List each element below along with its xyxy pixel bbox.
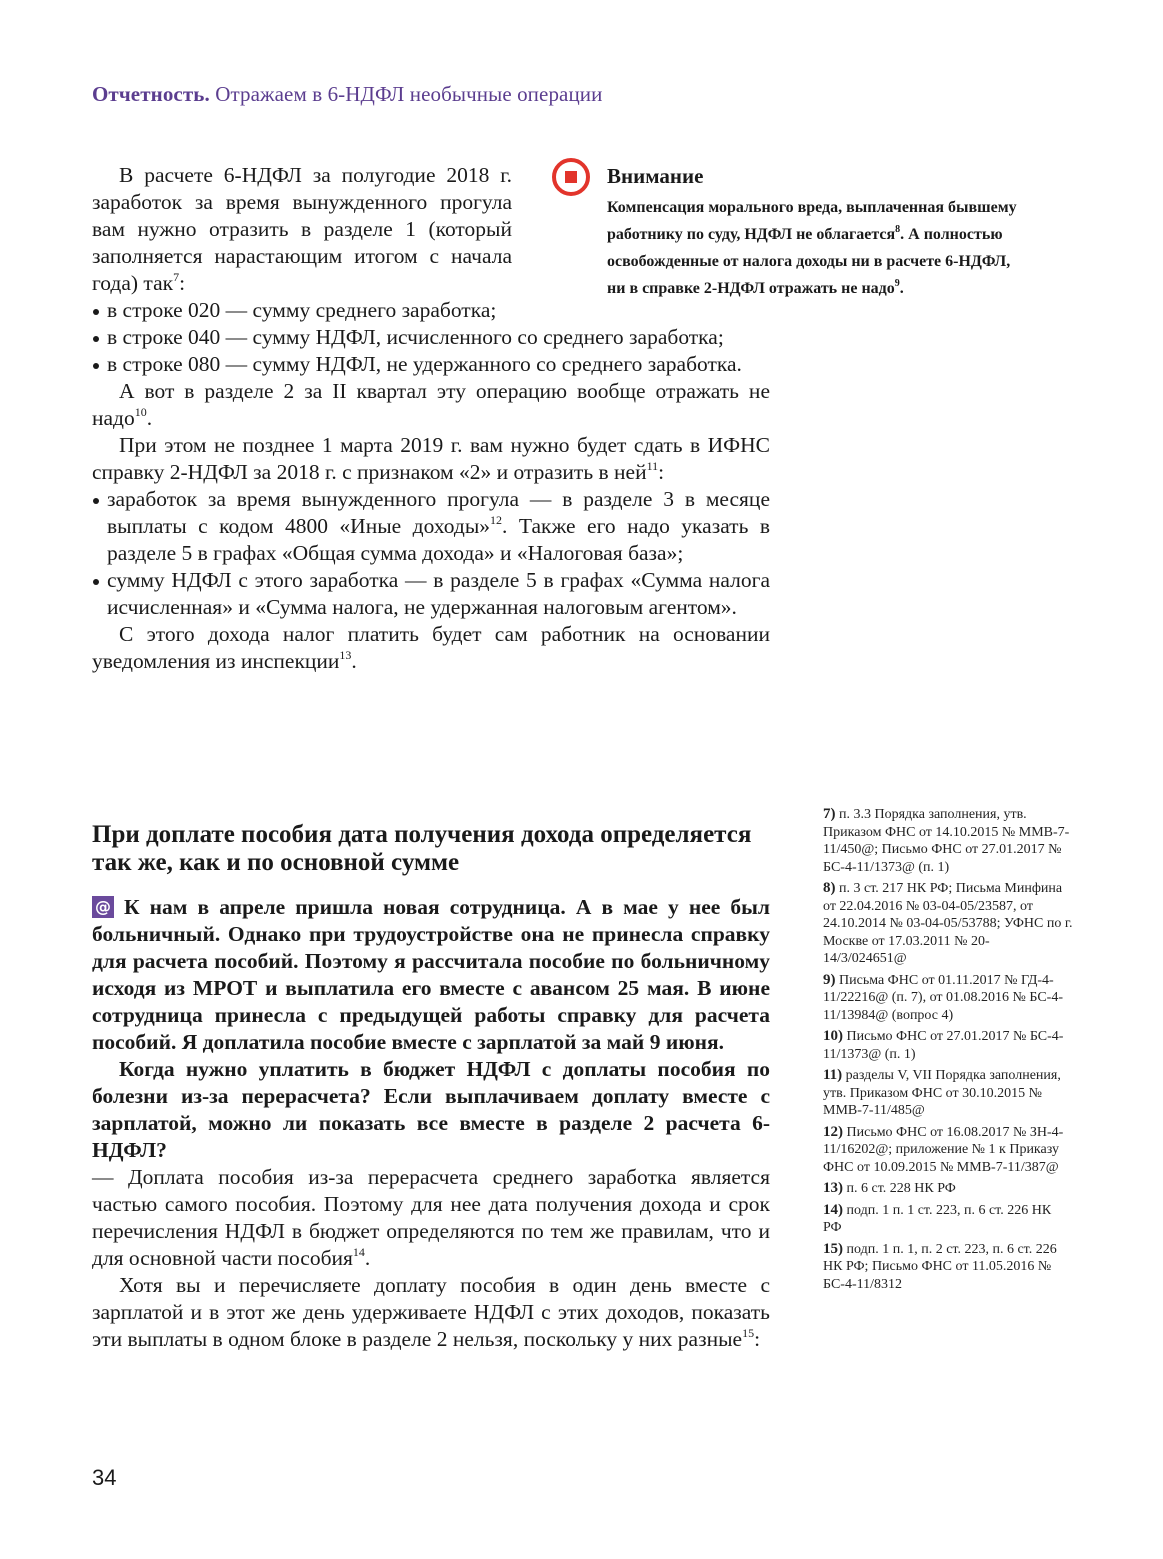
footnote-ref[interactable]: 8 [895, 224, 901, 235]
footnote: 10) Письмо ФНС от 27.01.2017 № БС-4-11/1373@ (п. 1) [823, 1028, 1064, 1062]
footnote-ref[interactable]: 13 [339, 648, 352, 662]
paragraph: В расчете 6-НДФЛ за полугодие 2018 г. заработок за время вынужденного прогула вам нужно отразить в разделе 1 (который заполняется нарастающим итогом с начала года) так$^7$: [92, 163, 512, 295]
question-text: Когда нужно уплатить в бюджет НДФЛ с доплаты пособия по болезни из-за перерасчета? Если выплачиваем доплату вместе с зарплатой, можно ли показать все вместе в разделе 2 расчета 6-НДФЛ? [92, 1057, 770, 1162]
paragraph: А вот в разделе 2 за II квартал эту операцию вообще отражать не надо$^{10}$. [92, 379, 770, 430]
footnote-ref[interactable]: 9 [894, 278, 900, 289]
footnote-ref[interactable]: 12 [490, 513, 503, 527]
qa-block [92, 894, 770, 1353]
footnote: 14) подп. 1 п. 1 ст. 223, п. 6 ст. 226 НК РФ [823, 1201, 1052, 1235]
question-text: @ К нам в апреле пришла новая сотрудница. А в мае у нее был больничный. Однако при трудоустройстве она не принесла справку для расчета пособий. Поэтому я рассчитала пособие по больничному исходя из МРОТ и выплатила его вместе с авансом 25 мая. В июне сотрудница принесла с предыдущей работы справку для расчета пособий. Я доплатила пособие вместе с зарплатой за май 9 июня. [92, 895, 770, 1054]
running-head [92, 82, 602, 107]
footnote: 7) п. 3.3 Порядка заполнения, утв. Приказом ФНС от 14.10.2015 № ММВ-7-11/450@; Письмо ФНС от 27.01.2017 № БС-4-11/1373@ (п. 1) [823, 806, 1070, 875]
paragraph: При этом не позднее 1 марта 2019 г. вам нужно будет сдать в ИФНС справку 2-НДФЛ за 2018 г. с признаком «2» и отразить в ней$^{11}$: [92, 433, 770, 484]
running-head-section: Отчетность. [92, 82, 210, 106]
list-item: в строке 040 — сумму НДФЛ, исчисленного со среднего заработка; [92, 324, 770, 351]
footnote-ref[interactable]: 11 [646, 459, 659, 473]
attention-title: Внимание [607, 164, 704, 188]
list-item: сумму НДФЛ с этого заработка — в разделе 5 в графах «Сумма налога исчисленная» и «Сумма налога, не удержанная налоговым агентом». [92, 567, 770, 621]
footnote-ref[interactable]: 14 [352, 1245, 365, 1259]
running-head-title: Отражаем в 6-НДФЛ необычные операции [215, 82, 603, 106]
answer-text: Хотя вы и перечисляете доплату пособия в один день вместе с зарплатой и в этот же день удерживаете НДФЛ с этих доходов, показать эти выплаты в одном блоке в разделе 2 нельзя, поскольку у них разные$^{15}$: [92, 1273, 770, 1351]
footnotes-sidebar [823, 806, 1073, 1297]
email-question-icon: @ [92, 896, 114, 918]
footnote: 13) п. 6 ст. 228 НК РФ [823, 1180, 956, 1196]
footnote: 8) п. 3 ст. 217 НК РФ; Письма Минфина от 22.04.2016 № 03-04-05/23587, от 24.10.2014 № 03-04-05/53788; УФНС по г. Москве от 17.03.2011 № 20-14/3/024651@ [823, 880, 1073, 966]
paragraph: С этого дохода налог платить будет сам работник на основании уведомления из инспекции$^{13}$. [92, 622, 770, 673]
stop-icon [552, 158, 590, 196]
attention-body: Компенсация морального вреда, выплаченная бывшему работнику по суду, НДФЛ не облагается$^8$. А полностью освобожденные от налога доходы ни в расчете 6-НДФЛ, ни в справке 2-НДФЛ отражать не надо$^9$. [607, 199, 1017, 297]
footnote: 15) подп. 1 п. 1, п. 2 ст. 223, п. 6 ст. 226 НК РФ; Письмо ФНС от 11.05.2016 № БС-4-11/8312 [823, 1240, 1057, 1292]
footnote-ref[interactable]: 7 [173, 270, 180, 284]
list-item: в строке 020 — сумму среднего заработка; [92, 297, 527, 324]
footnote-ref[interactable]: 10 [134, 405, 147, 419]
footnote: 12) Письмо ФНС от 16.08.2017 № ЗН-4-11/16202@; приложение № 1 к Приказу ФНС от 10.09.2015 № ММВ-7-11/387@ [823, 1123, 1064, 1175]
list-item: в строке 080 — сумму НДФЛ, не удержанного со среднего заработка. [92, 351, 770, 378]
footnote: 9) Письма ФНС от 01.11.2017 № ГД-4-11/22216@ (п. 7), от 01.08.2016 № БС-4-11/13984@ (вопрос 4) [823, 971, 1063, 1023]
footnote: 11) разделы V, VII Порядка заполнения, утв. Приказом ФНС от 30.10.2015 № ММВ-7-11/485@ [823, 1067, 1061, 1118]
section-heading: При доплате пособия дата получения дохода определяется так же, как и по основной сумме [92, 821, 752, 876]
footnote-ref[interactable]: 15 [742, 1326, 755, 1340]
answer-text: — Доплата пособия из-за перерасчета среднего заработка является частью самого пособия. Поэтому для нее дата получения дохода и срок перечисления НДФЛ в бюджет определяются по тем же правилам, что и для основной части пособия$^{14}$. [92, 1165, 770, 1270]
list-item: заработок за время вынужденного прогула — в разделе 3 в месяце выплаты с кодом 4800 «Иные доходы»$^{12}$. Также его надо указать в разделе 5 в графах «Общая сумма дохода» и «Налоговая база»; [92, 486, 770, 567]
page-number: 34 [92, 1465, 117, 1490]
